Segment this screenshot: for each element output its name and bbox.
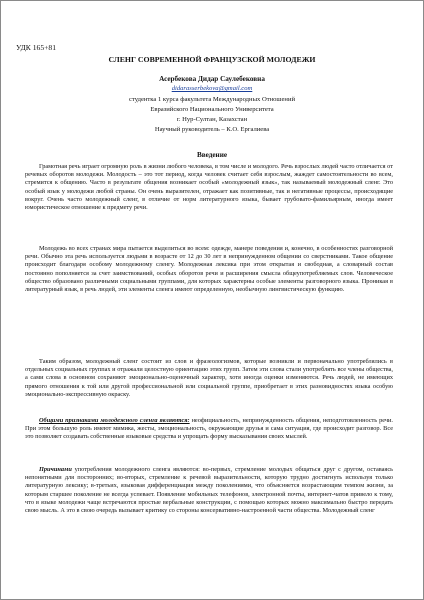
emphasis-term: Причинами [39, 466, 72, 473]
paragraph-1 [25, 163, 393, 212]
paragraph-text: Грамотная речь играет огромную роль в жизни любого человека, в том числе и молодого. Речь взрослых людей часто отличается от речевых оборотов молодежи. Молодость – это тот период, когда человек считает себя взрослым, жаждет самостоятельности во всем, стремится к общению. Часто в результате общения возникает особый «молодежный язык», так называемый молодежный сленг. Это особый язык у молодежи любой страны. Он очень выразителен, отражает как позитивные, так и негативные процессы, происходящие вокруг. Очень часто молодежный сленг, в отличие от норм литературного языка, бывает грубовато-фамильярным, иногда имеет юмористическое отношение к предмету речи. [25, 163, 393, 212]
affiliation-line: студентка 1 курса факультета Международных Отношений [129, 96, 295, 103]
paragraph-text: Таким образом, молодежный сленг состоит из слов и фразеологизмов, которые возникли и первоначально употреблялись в отдельных социальных группах и отражали целостную ориентацию этих групп. Затем эти слова стали употреблять все члены общества, а сами слова в основном сохраняют эмоционально-оценочный характер, хотя иногда оценки изменяются. Речь людей, не имеющих прямого отношения к той или другой профессиональной или социальной группе, приобретает в этих разновидностях языка особую эмоционально-экспрессивную окраску. [25, 358, 393, 398]
affiliation-line: г. Нур-Султан, Казахстан [176, 116, 248, 123]
author-email-link[interactable]: didarasserbekova@gmail.com [171, 85, 253, 92]
udk-code: УДК 165+81 [16, 43, 57, 52]
paragraph-rest: неофициальность, непринужденность общения, неподготовленность речи. При этом большую роль имеют мимика, жесты, эмоциональность, окружающие друзья и сама ситуация, где происходит разговор. Все это позволяет создавать собственные языковые средства и упрощать форму высказывания своих мыслей. [25, 417, 393, 441]
section-heading: Введение [196, 151, 228, 159]
emphasis-term: Общими признаками молодежного сленга являются: [39, 417, 190, 424]
affiliation-line: Евразийского Национального Университета [150, 106, 274, 113]
paragraph-2 [25, 245, 393, 294]
paragraph-3 [25, 358, 393, 399]
article-title: СЛЕНГ СОВРЕМЕННОЙ ФРАНЦУЗСКОЙ МОЛОДЕЖИ [108, 55, 316, 64]
supervisor-line: Научный руководитель – К.О. Ергалиева [154, 126, 270, 133]
paragraph-4 [25, 417, 393, 442]
paragraph-text: Молодежь во всех странах мира пытается выделиться во всем: одежде, манере поведения и, конечно, в особенностях разговорной речи. Обычно эта речь используется людьми в возрасте от 12 до 30 лет в непринужденном общении со сверстниками. Такое общение происходит благодаря особому молодежному сленгу. Молодежная лексика при этом открытая и свободная, а словарный состав постоянно пополняется за счет заимствований, особых оборотов речи и расширения смысла общеупотребляемых слов. Человеческое общество образовано различными социальными группами, для которых характерны особые элементы разговорного языка. Проникая в литературный язык, в речь людей, эти элементы сленга имеют определенную, необычную лингвистическую функцию. [25, 245, 393, 294]
paragraph-text [25, 466, 393, 515]
paragraph-5 [25, 466, 393, 515]
paragraph-text [25, 417, 393, 442]
author-name: Асербекова Дидар Саулебековна [159, 75, 265, 83]
paragraph-rest: употребления молодежного сленга являются: во-первых, стремление молодых общаться друг с другом, оставаясь непонятными для посторонних; во-вторых, стремление к речевой выразительности, которую трудно достигнуть используя только литературную лексику; в-третьих, языковая дифференциация между поколениями, что объясняется возрастающим темпом жизни, за которым старшее поколение не всегда успевает. Появление мобильных телефонов, электронной почты, интернет-чатов привело к тому, что в языке молодежи чаще встречаются простые вербальные конструкции, с помощью которых можно максимально быстро передать свою мысль. А это в свою очередь вызывает критику со стороны консервативно-настроенной части общества. Молодежный сленг [25, 466, 393, 515]
author-affiliation [1, 95, 423, 135]
